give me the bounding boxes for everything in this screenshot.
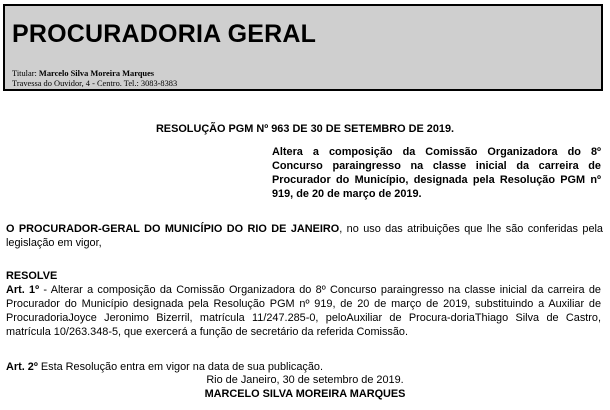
preamble [6,222,603,250]
header-holder-line [12,69,154,78]
article-1 [6,283,601,339]
article-2-label: Art. 2º [6,361,38,373]
article-1-text: - Alterar a composição da Comissão Organizadora do 8º Concurso paraingresso na classe inicial da carreira de Procurador do Município designada pela Resolução PGM nº 919, de 20 de março de 2019, substituindo a Auxiliar de ProcuradoriaJoyce Jeronimo Bizerril, matrícula 11/247.285-0, peloAuxiliar de Procura-doriaThiago Silva de Castro, matrícula 10/263.348-5, que exercerá a função de secretário da referida Comissão. [6,284,601,338]
article-2 [6,360,323,374]
resolve-heading: RESOLVE [6,270,58,282]
section-title: PROCURADORIA GERAL [12,20,317,48]
preamble-text: , no uso das atribuições que lhe são conferidas pela legislação em vigor, [6,223,603,249]
resolution-ementa: Altera a composição da Comissão Organizadora do 8º Concurso paraingresso na classe inicial da carreira de Procurador do Município, designada pela Resolução PGM nº 919, de 20 de março de 2019. [272,146,601,200]
preamble-authority: O PROCURADOR-GERAL DO MUNICÍPIO DO RIO DE JANEIRO [6,223,340,235]
article-1-label: Art. 1º [6,284,40,296]
resolution-title: RESOLUÇÃO PGM Nº 963 DE 30 DE SETEMBRO DE 2019. [155,123,455,135]
holder-name: Marcelo Silva Moreira Marques [38,69,155,78]
signer-name: MARCELO SILVA MOREIRA MARQUES [204,388,406,400]
article-2-text: Esta Resolução entra em vigor na data de sua publicação. [37,361,323,373]
header-address: Travessa do Ouvidor, 4 - Centro. Tel.: 3083-8383 [12,79,178,88]
place-date: Rio de Janeiro, 30 de setembro de 2019. [206,374,404,386]
section-header [3,4,603,91]
holder-label: Titular: [12,69,39,78]
